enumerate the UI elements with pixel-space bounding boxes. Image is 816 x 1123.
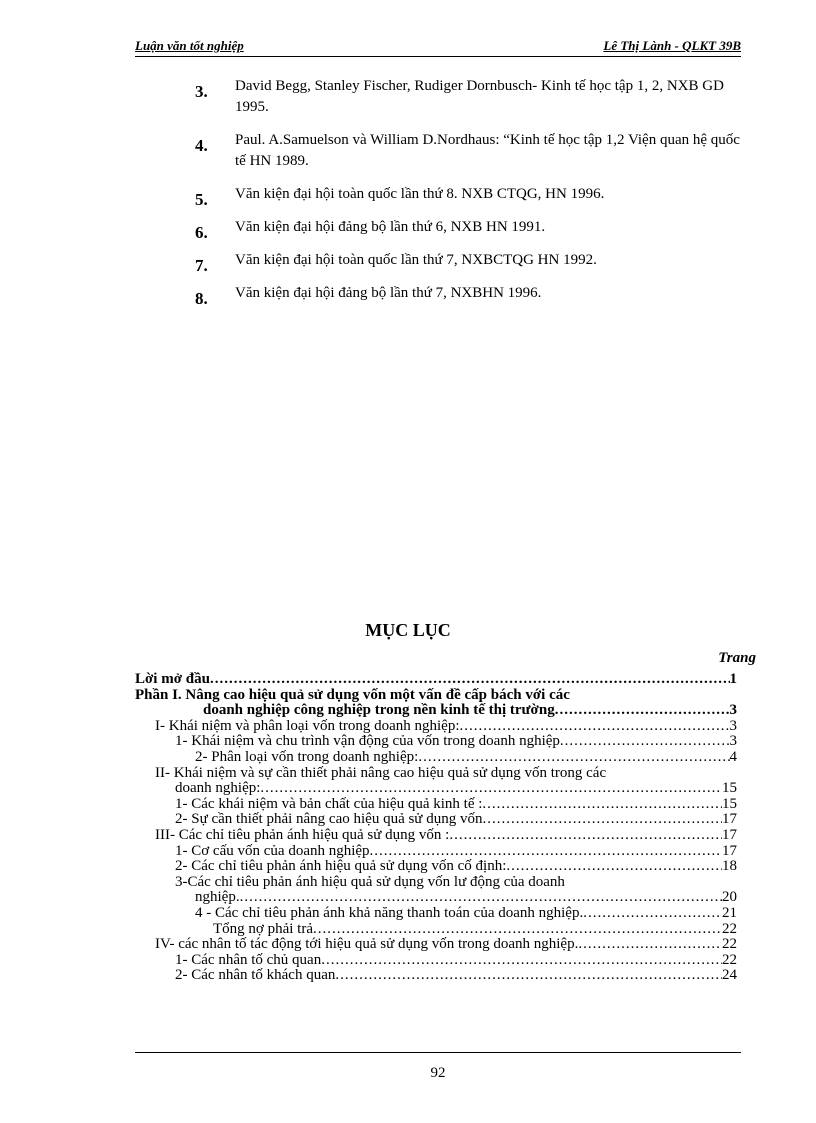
toc-entry-text: 1- Các khái niệm và bản chất của hiệu quả kinh tế : [175, 796, 483, 812]
reference-item [195, 250, 740, 275]
page-number: 92 [430, 1065, 446, 1081]
toc-entry-text: I- Khái niệm và phân loại vốn trong doanh nghiệp: [155, 718, 460, 734]
reference-number: 3. [195, 82, 208, 101]
toc-entry-text: 1- Khái niệm và chu trình vận động của vốn trong doanh nghiệp [175, 734, 560, 750]
toc-entry [135, 750, 737, 766]
toc-entry-page: 17 [722, 843, 737, 859]
toc-entry [135, 953, 737, 969]
reference-text: Văn kiện đại hội toàn quốc lần thứ 7, NXBCTQG HN 1992. [235, 252, 597, 268]
toc-entry-page: 15 [722, 781, 737, 797]
toc-entry-text: 2- Các chỉ tiêu phản ánh hiệu quả sử dụng vốn cố định: [175, 859, 507, 875]
reference-text: David Begg, Stanley Fischer, Rudiger Dornbusch- Kinh tế học tập 1, 2, NXB GD 1995. [235, 78, 724, 115]
toc-entry-text: 4 - Các chỉ tiêu phản ánh khả năng thanh toán của doanh nghiệp. [195, 905, 584, 921]
reference-number: 4. [195, 136, 208, 155]
toc-entry [135, 797, 737, 813]
reference-item [195, 283, 740, 308]
toc-entry [135, 766, 737, 797]
reference-item [195, 76, 740, 118]
toc-entry [135, 688, 737, 719]
toc-entry-page: 21 [722, 905, 737, 921]
toc-entry [135, 844, 737, 860]
toc-entry-page: 17 [722, 827, 737, 843]
toc-entry-page: 1 [729, 672, 737, 687]
toc-entry-continuation: doanh nghiệp công nghiệp trong nền kinh tế thị trường [203, 703, 555, 719]
reference-text: Văn kiện đại hội đảng bộ lần thứ 6, NXB HN 1991. [235, 219, 546, 235]
page-header [135, 38, 741, 57]
toc-entry-page: 3 [729, 734, 737, 750]
toc-page-label: Trang [718, 650, 756, 666]
toc-entry-text: III- Các chỉ tiêu phản ánh hiệu quả sử dụng vốn : [155, 827, 450, 843]
reference-item [195, 184, 740, 209]
reference-number: 8. [195, 289, 208, 308]
toc-entry-page: 22 [722, 937, 737, 953]
reference-item [195, 217, 740, 242]
toc-entry-page: 22 [722, 921, 737, 937]
toc-entry-continuation: doanh nghiệp: [175, 781, 261, 797]
toc-title: MỤC LỤC [365, 620, 451, 640]
toc-entry [135, 734, 737, 750]
toc-entry-text: II- Khái niệm và sự cần thiết phải nâng cao hiệu quả sử dụng vốn trong các [155, 764, 607, 781]
toc-entry-text: Tổng nợ phải trả [213, 921, 313, 937]
page-footer [135, 1052, 741, 1082]
toc-entry-text: 3-Các chỉ tiêu phản ánh hiệu quả sử dụng vốn lư động của doanh [175, 873, 565, 890]
toc-entry-page: 3 [729, 703, 737, 719]
toc-entry-page: 18 [722, 859, 737, 875]
toc-entry [135, 968, 737, 984]
toc-entry [135, 906, 737, 922]
reference-list [195, 76, 740, 316]
toc-entry [135, 812, 737, 828]
toc-entry-continuation: nghiệp. [195, 890, 240, 906]
toc-entry [135, 828, 737, 844]
reference-number: 5. [195, 190, 208, 209]
toc-entry [135, 875, 737, 906]
reference-item [195, 130, 740, 172]
reference-text: Paul. A.Samuelson và William D.Nordhaus: “Kinh tế học tập 1,2 Viện quan hệ quốc tế HN 1989. [235, 132, 740, 169]
toc-entry-page: 22 [722, 952, 737, 968]
reference-text: Văn kiện đại hội toàn quốc lần thứ 8. NXB CTQG, HN 1996. [235, 186, 605, 202]
reference-number: 6. [195, 223, 208, 242]
header-author: Lê Thị Lành - QLKT 39B [603, 38, 741, 53]
toc-entry-text: 1- Các nhân tố chủ quan [175, 952, 322, 968]
toc-entry [135, 672, 737, 688]
toc-entry [135, 937, 737, 953]
toc-entry-page: 24 [722, 968, 737, 984]
table-of-contents [135, 672, 737, 984]
toc-entry-page: 17 [722, 812, 737, 828]
header-thesis-label: Luận văn tốt nghiệp [135, 38, 244, 53]
toc-entry-page: 15 [722, 796, 737, 812]
toc-entry-text: Phần I. Nâng cao hiệu quả sử dụng vốn một vấn đề cấp bách với các [135, 686, 570, 703]
toc-entry-text: IV- các nhân tố tác động tới hiệu quả sử dụng vốn trong doanh nghiệp. [155, 937, 579, 953]
toc-entry [135, 922, 737, 938]
toc-entry-page: 3 [729, 718, 737, 734]
toc-entry-text: 1- Cơ cấu vốn của doanh nghiệp [175, 843, 370, 859]
toc-entry-text: 2- Các nhân tố khách quan [175, 968, 336, 984]
toc-entry-page: 4 [729, 749, 737, 765]
reference-number: 7. [195, 256, 208, 275]
toc-entry [135, 719, 737, 735]
toc-entry-text: 2- Sự cần thiết phải nâng cao hiệu quả sử dụng vốn [175, 812, 483, 828]
reference-text: Văn kiện đại hội đảng bộ lần thứ 7, NXBHN 1996. [235, 285, 542, 301]
toc-entry-text: Lời mở đầu [135, 672, 210, 687]
toc-entry [135, 859, 737, 875]
toc-entry-page: 20 [722, 890, 737, 906]
toc-entry-text: 2- Phân loại vốn trong doanh nghiệp: [195, 749, 419, 765]
